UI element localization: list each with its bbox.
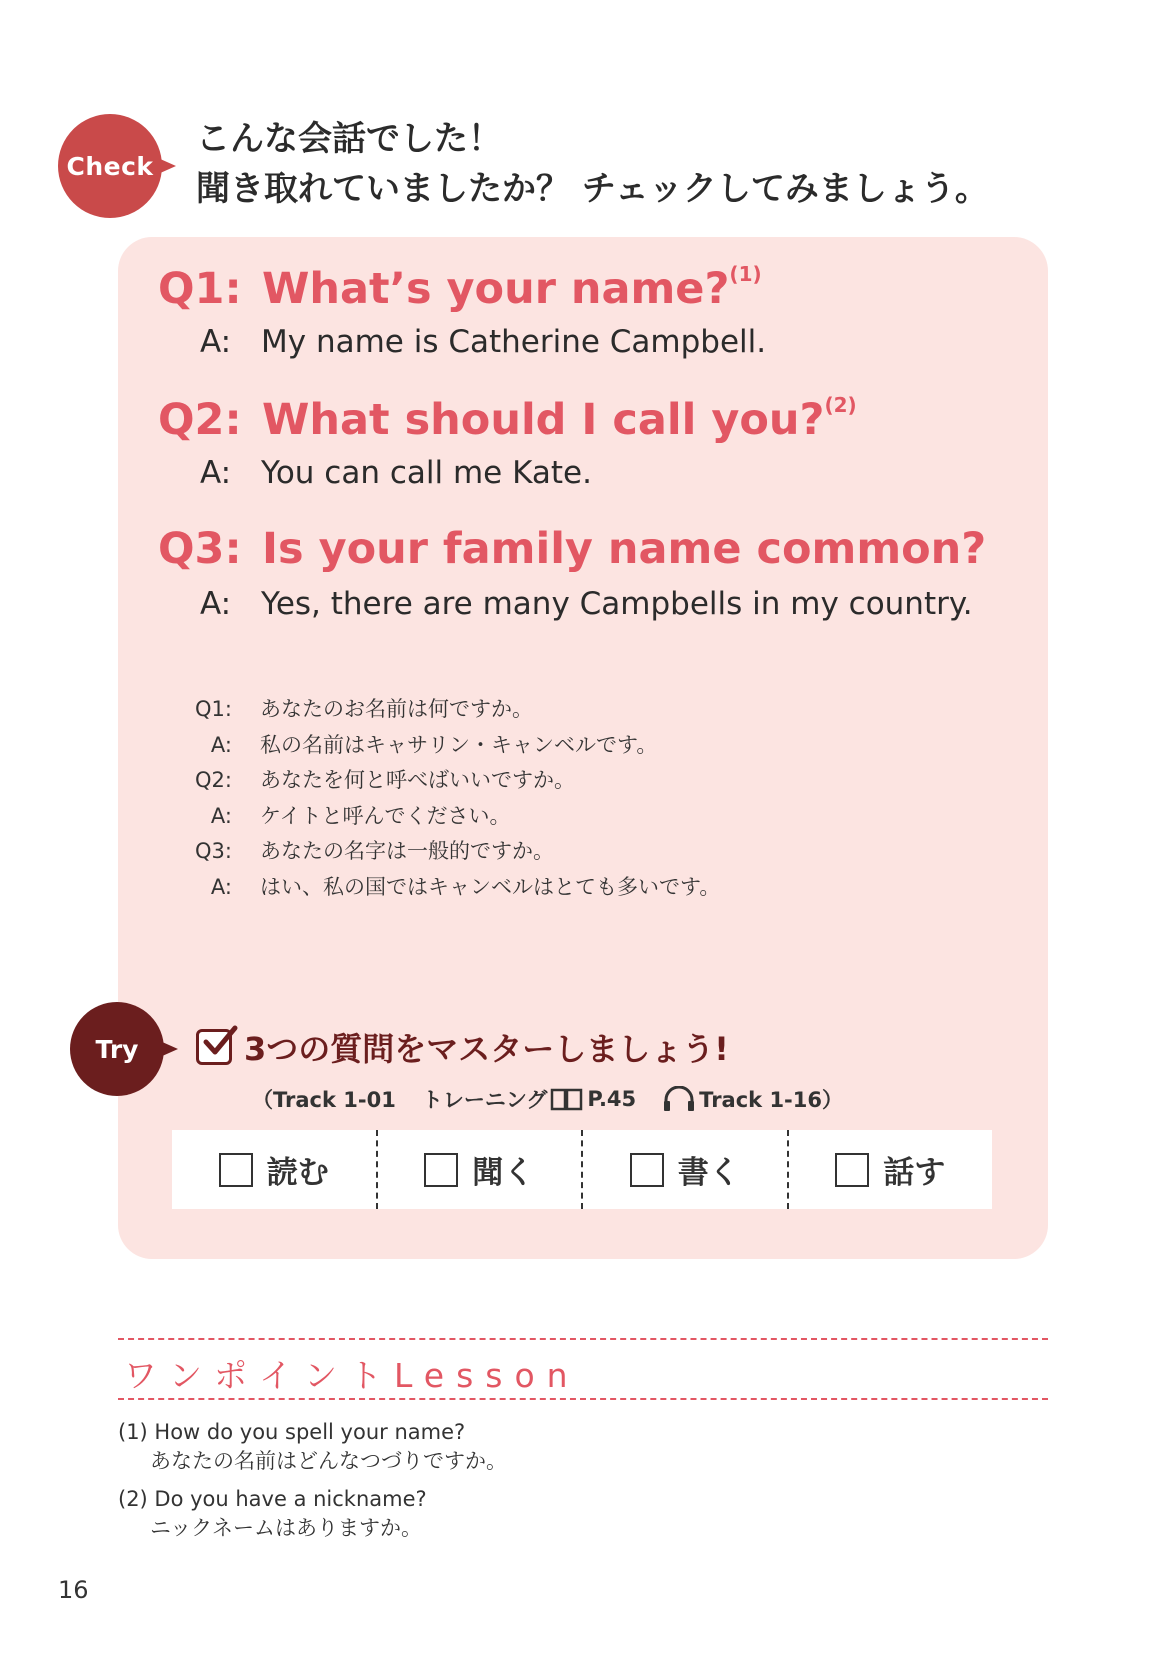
answer-3 bbox=[200, 586, 973, 622]
try-title-text: 3つの質問をマスターしましょう! bbox=[244, 1030, 729, 1068]
lesson-note bbox=[118, 1485, 507, 1543]
translation-row bbox=[186, 799, 720, 835]
skill-label: 話す bbox=[883, 1155, 946, 1191]
track-end: Track 1-16） bbox=[699, 1088, 843, 1112]
check-badge-label: Check bbox=[66, 151, 154, 181]
translation-row bbox=[186, 728, 720, 764]
lesson-note-english: (1) How do you spell your name? bbox=[118, 1420, 466, 1444]
lesson-note-japanese: ニックネームはありますか。 bbox=[150, 1516, 422, 1540]
checkbox[interactable] bbox=[424, 1153, 458, 1187]
translation-label: Q1: bbox=[195, 697, 232, 721]
try-heading bbox=[196, 1024, 729, 1070]
lesson-title: ワンポイントLesson bbox=[124, 1356, 580, 1395]
skill-label: 聞く bbox=[472, 1155, 535, 1191]
footnote-ref: (1) bbox=[729, 262, 762, 286]
skill-checklist bbox=[172, 1130, 992, 1209]
footnote-ref: (2) bbox=[824, 393, 857, 417]
translation-text: はい、私の国ではキャンベルはとても多いです。 bbox=[260, 874, 721, 899]
skill-listen[interactable] bbox=[376, 1130, 582, 1209]
headphones-icon bbox=[662, 1086, 696, 1112]
answer-label: A: bbox=[200, 455, 232, 491]
skill-write[interactable] bbox=[581, 1130, 787, 1209]
translation-text: あなたの名字は一般的ですか。 bbox=[260, 839, 554, 863]
try-badge-label: Try bbox=[95, 1034, 139, 1064]
answer-2 bbox=[200, 455, 592, 491]
answer-1 bbox=[200, 324, 766, 360]
translation-text: あなたを何と呼べばいいですか。 bbox=[260, 768, 575, 792]
lesson-top-divider bbox=[118, 1338, 1048, 1340]
translation-text: あなたのお名前は何ですか。 bbox=[260, 697, 533, 721]
checkmark-icon bbox=[196, 1029, 232, 1065]
try-badge bbox=[70, 1002, 164, 1096]
answer-text: You can call me Kate. bbox=[261, 455, 592, 491]
page-reference: P.45 bbox=[587, 1087, 637, 1111]
translation-list bbox=[186, 692, 720, 905]
check-heading bbox=[196, 114, 989, 214]
translation-text: 私の名前はキャサリン・キャンベルです。 bbox=[260, 732, 658, 757]
lesson-notes bbox=[118, 1418, 507, 1552]
translation-label: A: bbox=[210, 874, 232, 899]
translation-label: Q2: bbox=[195, 768, 232, 792]
question-text: Is your family name common? bbox=[262, 524, 987, 574]
skill-speak[interactable] bbox=[787, 1130, 993, 1209]
translation-row bbox=[186, 870, 720, 906]
lesson-note-english: (2) Do you have a nickname? bbox=[118, 1487, 427, 1511]
page-number: 16 bbox=[58, 1576, 89, 1604]
checkbox[interactable] bbox=[630, 1153, 664, 1187]
translation-text: ケイトと呼んでください。 bbox=[260, 803, 511, 828]
check-heading-line1: こんな会話でした！ bbox=[196, 119, 502, 159]
answer-text: Yes, there are many Campbells in my country. bbox=[261, 586, 973, 622]
book-icon bbox=[550, 1087, 584, 1111]
checkbox[interactable] bbox=[219, 1153, 253, 1187]
translation-label: Q3: bbox=[195, 839, 232, 863]
training-label: トレーニング bbox=[421, 1088, 548, 1112]
lesson-note-japanese: あなたの名前はどんなつづりですか。 bbox=[150, 1449, 507, 1473]
question-text: What should I call you? bbox=[262, 395, 825, 445]
track-start: （Track 1-01 bbox=[252, 1088, 396, 1112]
track-reference bbox=[252, 1084, 843, 1114]
answer-label: A: bbox=[200, 324, 232, 360]
check-heading-line2: 聞き取れていましたか？ チェックしてみましょう。 bbox=[196, 169, 989, 209]
check-badge bbox=[58, 114, 162, 218]
skill-label: 書く bbox=[677, 1155, 740, 1191]
checkbox[interactable] bbox=[835, 1153, 869, 1187]
translation-label: A: bbox=[210, 732, 232, 757]
answer-text: My name is Catherine Campbell. bbox=[261, 324, 767, 360]
translation-row bbox=[186, 834, 720, 870]
lesson-note bbox=[118, 1418, 507, 1476]
question-label: Q3: bbox=[158, 524, 242, 574]
lesson-bottom-divider bbox=[118, 1398, 1048, 1400]
question-label: Q2: bbox=[158, 395, 242, 445]
question-2 bbox=[158, 393, 857, 445]
translation-label: A: bbox=[210, 803, 232, 828]
skill-read[interactable] bbox=[172, 1130, 376, 1209]
question-3 bbox=[158, 524, 986, 574]
skill-label: 読む bbox=[266, 1155, 329, 1191]
translation-row bbox=[186, 692, 720, 728]
question-1 bbox=[158, 262, 762, 314]
translation-row bbox=[186, 763, 720, 799]
answer-label: A: bbox=[200, 586, 232, 622]
question-text: What’s your name? bbox=[262, 264, 730, 314]
question-label: Q1: bbox=[158, 264, 242, 314]
